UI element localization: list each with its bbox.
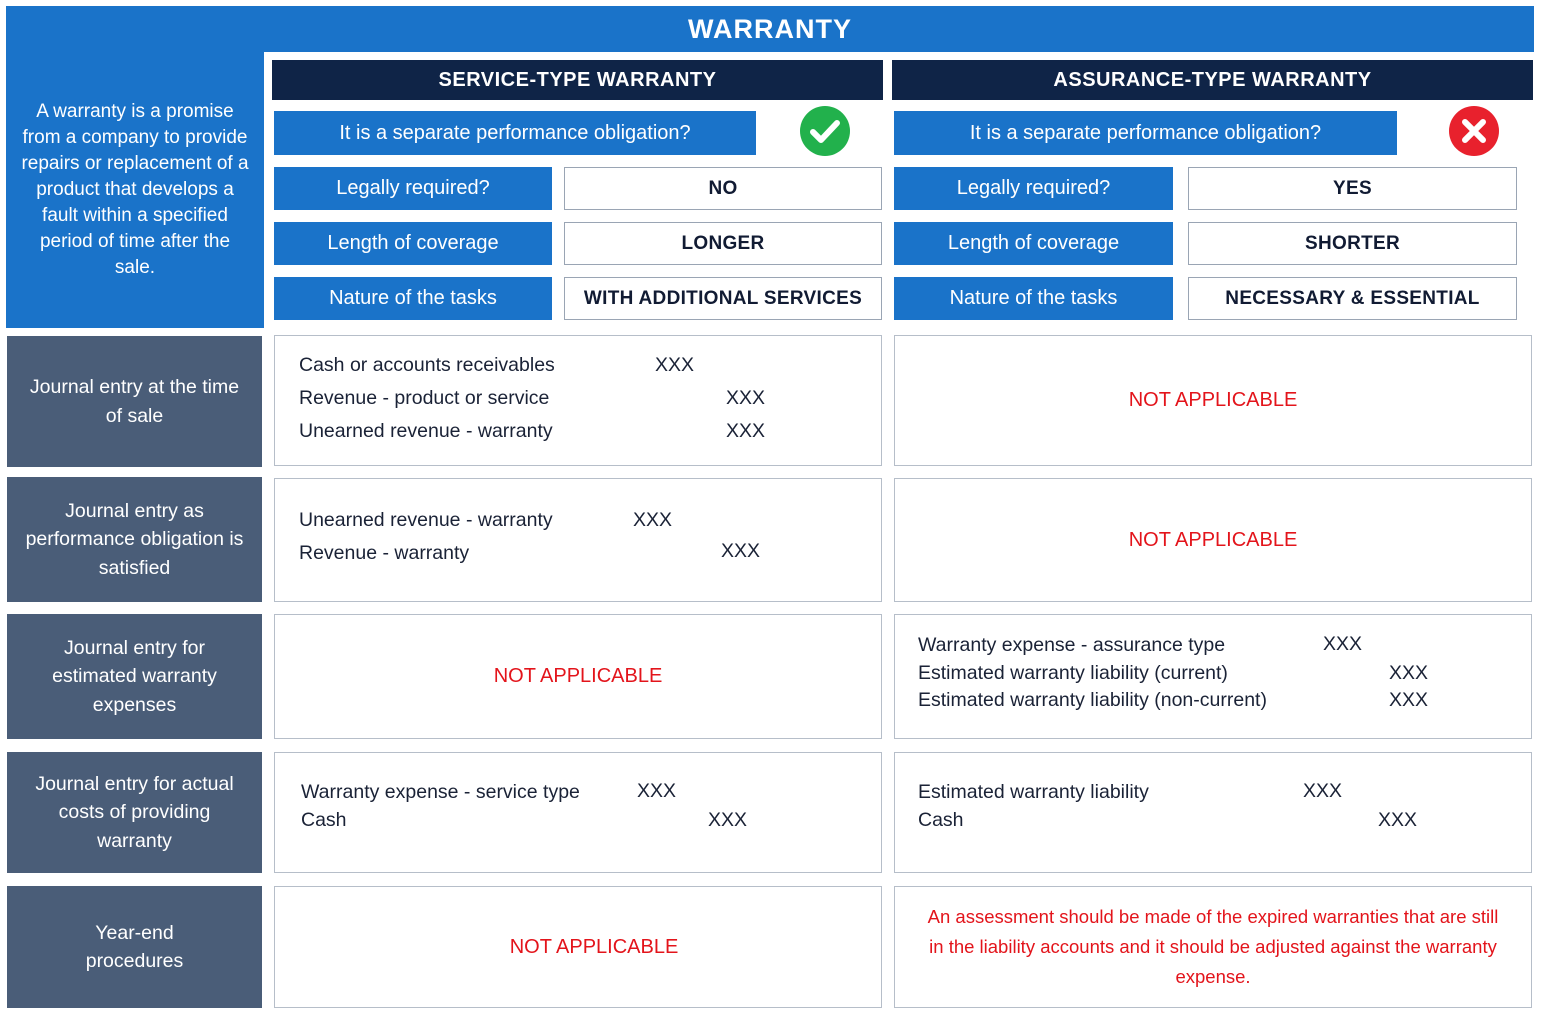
service-estimated-entry: NOT APPLICABLE xyxy=(274,614,882,739)
service-type-heading: SERVICE-TYPE WARRANTY xyxy=(272,60,883,100)
service-coverage-label: Length of coverage xyxy=(274,222,552,265)
row-label-text: Journal entry as performance obligation is satisfied xyxy=(25,499,244,579)
row-label-text: Journal entry for estimated warranty expenses xyxy=(52,636,217,716)
assurance-question: It is a separate performance obligation? xyxy=(894,111,1397,155)
assurance-coverage-label: Length of coverage xyxy=(894,222,1173,265)
journal-account: Cash or accounts receivables xyxy=(299,354,555,376)
service-legally-required-label: Legally required? xyxy=(274,167,552,210)
service-nature-label: Nature of the tasks xyxy=(274,277,552,320)
journal-account: Cash xyxy=(301,809,347,831)
assurance-legally-required-label: Legally required? xyxy=(894,167,1173,210)
assurance-sale-entry: NOT APPLICABLE xyxy=(894,335,1532,466)
assurance-estimated-entry xyxy=(894,614,1532,739)
assurance-year-end-entry: An assessment should be made of the expired warranties that are still in the liability accounts and it should be adjusted against the warranty expense. xyxy=(894,886,1532,1008)
journal-credit: XXX xyxy=(721,540,761,562)
journal-debit: XXX xyxy=(1303,780,1343,802)
row-label-year-end xyxy=(7,886,262,1008)
service-sale-entry xyxy=(274,335,882,466)
row-label-text: Journal entry at the time of sale xyxy=(29,376,240,427)
journal-account: Revenue - warranty xyxy=(299,542,470,564)
row-label-text: Journal entry for actual costs of providing warranty xyxy=(35,772,234,852)
definition-text: A warranty is a promise from a company to provide repairs or replacement of a product that develops a fault within a specified period of time after the sale. xyxy=(21,101,249,278)
journal-debit: XXX xyxy=(633,509,673,531)
journal-account: Estimated warranty liability (non-current) xyxy=(918,689,1267,711)
service-year-end-entry: NOT APPLICABLE xyxy=(274,886,882,1008)
service-nature-value: WITH ADDITIONAL SERVICES xyxy=(564,277,882,320)
journal-account: Warranty expense - service type xyxy=(301,781,580,803)
journal-account: Revenue - product or service xyxy=(299,387,550,409)
assurance-type-heading: ASSURANCE-TYPE WARRANTY xyxy=(892,60,1533,100)
row-label-estimated-expenses xyxy=(7,614,262,739)
journal-account: Warranty expense - assurance type xyxy=(918,634,1226,656)
journal-account: Cash xyxy=(918,809,964,831)
journal-credit: XXX xyxy=(726,387,766,409)
journal-debit: XXX xyxy=(637,780,677,802)
x-icon xyxy=(1449,106,1499,156)
journal-account: Unearned revenue - warranty xyxy=(299,420,553,442)
warranty-definition xyxy=(6,52,264,328)
journal-debit: XXX xyxy=(655,354,695,376)
service-obligation-entry xyxy=(274,478,882,602)
journal-credit: XXX xyxy=(1378,809,1418,831)
row-label-text: Year-end procedures xyxy=(85,921,184,972)
service-legally-required-value: NO xyxy=(564,167,882,210)
service-coverage-value: LONGER xyxy=(564,222,882,265)
journal-debit: XXX xyxy=(1323,633,1363,655)
row-label-time-of-sale xyxy=(7,336,262,467)
service-question: It is a separate performance obligation? xyxy=(274,111,756,155)
journal-account: Estimated warranty liability (current) xyxy=(918,662,1228,684)
row-label-obligation-satisfied xyxy=(7,477,262,602)
assurance-nature-label: Nature of the tasks xyxy=(894,277,1173,320)
assurance-legally-required-value: YES xyxy=(1188,167,1517,210)
assurance-nature-value: NECESSARY & ESSENTIAL xyxy=(1188,277,1517,320)
row-label-actual-costs xyxy=(7,752,262,873)
journal-credit: XXX xyxy=(726,420,766,442)
journal-account: Estimated warranty liability xyxy=(918,781,1149,803)
assurance-obligation-entry: NOT APPLICABLE xyxy=(894,478,1532,602)
journal-credit: XXX xyxy=(1389,662,1429,684)
journal-credit: XXX xyxy=(708,809,748,831)
check-icon xyxy=(800,106,850,156)
service-actual-entry xyxy=(274,752,882,873)
assurance-coverage-value: SHORTER xyxy=(1188,222,1517,265)
page-title: WARRANTY xyxy=(6,6,1534,52)
assurance-actual-entry xyxy=(894,752,1532,873)
journal-credit: XXX xyxy=(1389,689,1429,711)
journal-account: Unearned revenue - warranty xyxy=(299,509,553,531)
